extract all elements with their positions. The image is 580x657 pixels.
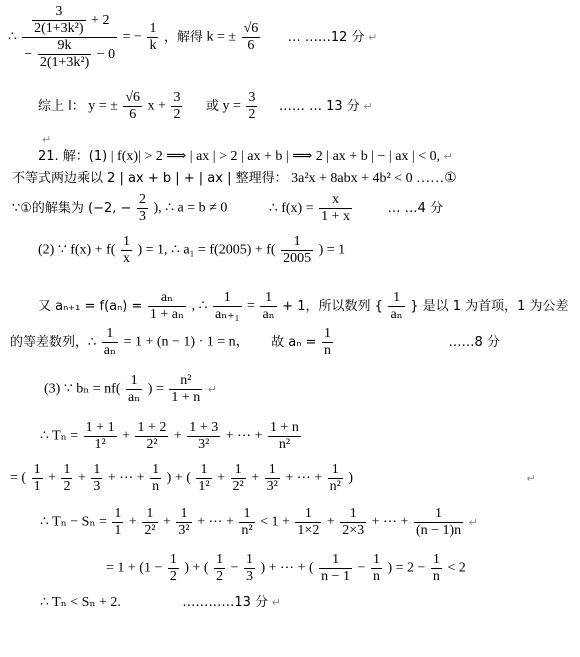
line-8: 的等差数列，∴ $\frac{1}{\text{aₙ}}$ = 1 + (n − 1) · 1 = n， 故 aₙ = $\frac{1}{n}$ ……8 分 bbox=[10, 326, 500, 359]
fraction: $\frac{1 + 2}{\text{2²}}$ bbox=[137, 420, 167, 453]
fraction: $\frac{1}{1}$ bbox=[114, 506, 122, 539]
fraction: $\frac{1}{\text{aₙ}}$ bbox=[262, 290, 275, 323]
line-1: ∴ $\frac{3}{\text{2(1+3k²)}}$ + 2 − $\frac{9k}{\text{2(1+3k²)}}$ − 0 = − $\frac{1}{k}$ ，解得 k = ± $\frac{√6}{6}$ … ……12 分 ↵ bbox=[8, 4, 378, 71]
fraction: $\frac{1}{\text{aₙ}}$ bbox=[390, 290, 403, 323]
return-mark: ↵ bbox=[42, 133, 52, 146]
fraction: $\frac{\text{n²}}{1 + n}$ bbox=[171, 373, 201, 406]
return-mark: ↵ bbox=[363, 100, 373, 114]
line-11: = ( $\frac{1}{1}$ + $\frac{1}{2}$ + $\frac{1}{3}$ + ⋯ + $\frac{1}{n}$ ) + ( $\frac{1}{\text{1²}}$ + $\frac{1}{\text{2²}}$ + $\frac{1}{\text{3²}}$ + ⋯ + $\frac{1}{\text{n²}}$ ) ↵ bbox=[10, 462, 536, 495]
fraction: $\frac{1}{\text{1²}}$ bbox=[198, 462, 210, 495]
line-14: ∴ Tₙ < Sₙ + 2. …………13 分 ↵ bbox=[40, 595, 281, 610]
fraction: $\frac{1}{\text{2²}}$ bbox=[232, 462, 244, 495]
score-note: ……8 分 bbox=[448, 335, 500, 351]
line-4: 不等式两边乘以 2 | ax + b | + | ax | 整理得： 3a²x + 8abx + 4b² < 0 ……① bbox=[12, 171, 457, 186]
fraction: $\frac{1}{\text{aₙ}}$ bbox=[103, 326, 117, 359]
line-13: = 1 + (1 − $\frac{1}{2}$ ) + ( $\frac{1}{2}$ − $\frac{1}{3}$ ) + ⋯ + ( $\frac{1}{n - 1}$ − $\frac{1}{n}$ ) = 2 − $\frac{1}{n}$ < 2 bbox=[106, 552, 466, 585]
line-10: ∴ Tₙ = $\frac{1 + 1}{\text{1²}}$ + $\frac{1 + 2}{\text{2²}}$ + $\frac{1 + 3}{\text{3²}}$ + ⋯ + $\frac{1 + n}{\text{n²}}$ bbox=[40, 420, 299, 453]
return-mark: ↵ bbox=[368, 31, 378, 45]
line-5: ∵①的解集为 (−2, − $\frac{2}{3}$ ), ∴ a = b ≠ 0 ∴ f(x) = $\frac{x}{1 + x}$ … …4 分 bbox=[12, 192, 444, 225]
score-note: … ……12 分 bbox=[287, 30, 365, 46]
fraction: $\frac{2}{3}$ bbox=[138, 192, 146, 225]
return-mark: ↵ bbox=[271, 596, 281, 609]
score-note: … …4 分 bbox=[387, 201, 444, 217]
return-mark: ↵ bbox=[526, 472, 536, 486]
line-12: ∴ Tₙ − Sₙ = $\frac{1}{1}$ + $\frac{1}{\text{2²}}$ + $\frac{1}{\text{3²}}$ + ⋯ + $\frac{1}{\text{n²}}$ < 1 + $\frac{1}{1\times 2}$ + $\frac{1}{2\times 3}$ + ⋯ + $\frac{1}{(n - 1)n}$ ↵ bbox=[40, 506, 478, 539]
score-note: …………13 分 bbox=[182, 595, 269, 610]
fraction: $\frac{\text{aₙ}}{\text{1 + aₙ}}$ bbox=[149, 290, 185, 323]
fraction: $\frac{1}{k}$ bbox=[149, 21, 157, 54]
fraction: $\frac{x}{1 + x}$ bbox=[321, 192, 351, 225]
fraction: $\frac{1}{\text{aₙ}}$ bbox=[128, 373, 141, 406]
fraction: $\frac{1}{2}$ bbox=[169, 552, 177, 585]
fraction: $\frac{1}{n - 1}$ bbox=[321, 552, 351, 585]
score-note: …… … 13 分 bbox=[278, 99, 360, 115]
fraction: $\frac{1}{1}$ bbox=[33, 462, 41, 495]
fraction: $\frac{1}{n}$ bbox=[323, 326, 331, 359]
line-7: 又 aₙ₊₁ = f(aₙ) = $\frac{\text{aₙ}}{\text{1 + aₙ}}$ , ∴ $\frac{1}{\text{aₙ₊₁}}$ = $\frac{1}{\text{aₙ}}$ + 1，所以数列 { $\frac{1}{\text{aₙ}}$ } 是以 1 为首项，1 为公差 bbox=[38, 290, 569, 323]
fraction: $\frac{1}{2}$ bbox=[63, 462, 71, 495]
fraction: $\frac{1}{3}$ bbox=[246, 552, 253, 585]
line-6: (2) ∵ f(x) + f( $\frac{1}{x}$ ) = 1, ∴ a₁ = f(2005) + f( $\frac{1}{2005}$ ) = 1 bbox=[38, 234, 346, 267]
fraction: $\frac{1}{\text{2²}}$ bbox=[144, 506, 156, 539]
fraction: $\frac{1}{n}$ bbox=[432, 552, 440, 585]
return-mark: ↵ bbox=[443, 150, 453, 163]
fraction: $\frac{√6}{6}$ bbox=[243, 21, 259, 54]
fraction: $\frac{1}{3}$ bbox=[93, 462, 101, 495]
fraction: $\frac{1}{\text{3²}}$ bbox=[266, 462, 278, 495]
line-2: 综上 l： y = ± $\frac{√6}{6}$ x + $\frac{3}{2}$ 或 y = $\frac{3}{2}$ …… … 13 分 ↵ bbox=[38, 90, 373, 123]
therefore-symbol: ∴ bbox=[8, 29, 17, 45]
fraction: $\frac{1}{x}$ bbox=[122, 234, 130, 267]
fraction: $\frac{1}{2\times 3}$ bbox=[342, 506, 365, 539]
fraction: $\frac{1}{1\times 2}$ bbox=[297, 506, 320, 539]
line-3: 21. 解：(1) | f(x)| > 2 ⟹ | ax | > 2 | ax + b | ⟹ 2 | ax + b | − | ax | < 0, ↵ bbox=[38, 149, 453, 164]
return-mark: ↵ bbox=[468, 516, 478, 530]
fraction: $\frac{3}{2}$ bbox=[248, 90, 256, 123]
fraction: $\frac{1}{2}$ bbox=[216, 552, 224, 585]
fraction: $\frac{1}{n}$ bbox=[152, 462, 160, 495]
fraction: $\frac{3}{2}$ bbox=[173, 90, 181, 123]
fraction: $\frac{√6}{6}$ bbox=[125, 90, 141, 123]
fraction: $\frac{1}{\text{aₙ₊₁}}$ bbox=[215, 290, 240, 323]
fraction: $\frac{1}{(n - 1)n}$ bbox=[415, 506, 462, 539]
line-9: (3) ∵ bₙ = nf( $\frac{1}{\text{aₙ}}$ ) = $\frac{\text{n²}}{1 + n}$ ↵ bbox=[44, 373, 217, 406]
big-fraction: $\frac{3}{\text{2(1+3k²)}}$ + 2 − $\frac{9k}{\text{2(1+3k²)}}$ − 0 bbox=[24, 4, 116, 71]
fraction: $\frac{1}{n}$ bbox=[372, 552, 380, 585]
fraction: $\frac{1}{\text{n²}}$ bbox=[329, 462, 341, 495]
fraction: $\frac{1}{\text{n²}}$ bbox=[241, 506, 253, 539]
fraction: $\frac{1 + 3}{\text{3²}}$ bbox=[189, 420, 219, 453]
return-mark: ↵ bbox=[207, 383, 217, 397]
fraction: $\frac{1 + n}{\text{n²}}$ bbox=[270, 420, 299, 453]
fraction: $\frac{1}{\text{3²}}$ bbox=[178, 506, 190, 539]
fraction: $\frac{1}{2005}$ bbox=[283, 234, 312, 267]
fraction: $\frac{1 + 1}{\text{1²}}$ bbox=[85, 420, 115, 453]
